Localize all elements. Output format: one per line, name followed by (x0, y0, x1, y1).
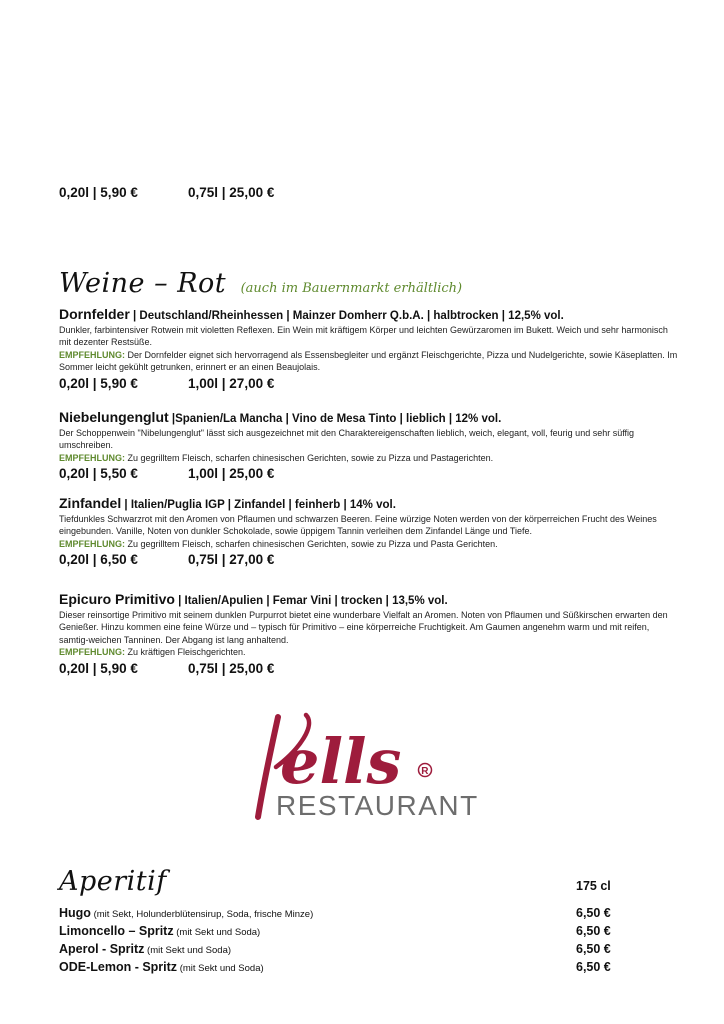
wine-description: Dunkler, farbintensiver Rotwein mit violetten Reflexen. Ein Wein mit kräftigem Körper und leichten Gewürzaromen im Bukett. Weich und sehr harmonisch mit dezenter Restsüße. (59, 325, 668, 348)
wine-prices (59, 376, 679, 394)
recommendation-label: EMPFEHLUNG: (59, 647, 125, 658)
aperitif-name: Limoncello – Spritz (59, 924, 174, 938)
price-glass: 0,20l | 5,50 € (59, 466, 138, 482)
wine-item (59, 591, 679, 679)
price-bottle: 1,00l | 25,00 € (188, 466, 275, 482)
wine-item (59, 495, 679, 570)
section-title: Weine – Rot (59, 268, 227, 299)
wine-meta: | Italien/Apulien | Femar Vini | trocken | 13,5% vol. (174, 595, 448, 607)
aperitif-desc: (mit Sekt und Soda) (177, 963, 264, 974)
recommendation-text: Zu gegrilltem Fleisch, scharfen chinesischen Gerichten, sowie zu Pizza und Pasta Gerichten. (125, 538, 498, 549)
wine-recommendation (59, 538, 679, 550)
price-bottle: 0,75l | 25,00 € (188, 185, 275, 200)
wine-meta: | Italien/Puglia IGP | Zinfandel | feinherb | 14% vol. (121, 499, 396, 511)
wine-name: Niebelungenglut (59, 409, 169, 425)
aperitif-desc: (mit Sekt und Soda) (144, 945, 232, 956)
wine-name: Dornfelder (59, 306, 130, 322)
wine-recommendation (59, 349, 679, 374)
logo-graphic (250, 705, 480, 825)
price-bottle: 0,75l | 25,00 € (188, 660, 275, 676)
aperitif-desc: (mit Sekt und Soda) (173, 927, 261, 938)
logo-script-text: ells (280, 725, 402, 798)
aperitif-title: Aperitif (59, 866, 167, 897)
wine-description: Tiefdunkles Schwarzrot mit den Aromen von Pflaumen und schwarzen Beeren. Feine würzige Noten werden von der körperreichen Frucht des Weines eingebunden. Vanille, Noten von dunkler Schokolade, sowie üppigem Tannin verleihen dem Zinfandel Länge und Tiefe. (59, 514, 657, 537)
price-bottle: 1,00l | 27,00 € (188, 375, 275, 391)
svg-text:R: R (421, 766, 429, 777)
wine-description: Dieser reinsortige Primitivo mit seinem dunklen Purpurrot bietet eine wunderbare Vielfalt an Aromen. Noten von Pflaumen und Süßkirschen erwarten den Genießer. Hinzu kommen eine feine Würze und – typisch für Primitivo – eine körperreiche Fruchtigkeit. Am Gaumen angenehm warm und mit reifen, samtig-weichen Tanninen. Der Abgang ist lang anhaltend. (59, 610, 668, 645)
price-glass: 0,20l | 5,90 € (59, 660, 138, 676)
wine-item (59, 306, 679, 394)
aperitif-name: ODE-Lemon - Spritz (59, 960, 178, 974)
aperitif-price: 6,50 € (576, 960, 611, 974)
wine-name: Epicuro Primitivo (59, 591, 175, 607)
wine-prices (59, 552, 679, 570)
price-glass: 0,20l | 5,90 € (59, 185, 138, 200)
wine-prices (59, 466, 679, 484)
wine-header (59, 495, 679, 511)
wine-item (59, 409, 679, 484)
wine-recommendation (59, 646, 679, 658)
wine-meta: |Spanien/La Mancha | Vino de Mesa Tinto | lieblich | 12% vol. (168, 413, 502, 425)
recommendation-label: EMPFEHLUNG: (59, 452, 125, 463)
wine-header (59, 591, 679, 607)
wine-recommendation (59, 452, 679, 464)
wine-header (59, 306, 679, 322)
kells-restaurant-logo (250, 705, 480, 825)
logo-word: RESTAURANT (276, 790, 479, 821)
section-header-red-wines (59, 268, 462, 299)
price-bottle: 0,75l | 27,00 € (188, 552, 275, 568)
aperitif-item (59, 924, 619, 942)
top-price-line (0, 185, 724, 203)
aperitif-unit: 175 cl (576, 879, 611, 893)
aperitif-item (59, 942, 619, 960)
aperitif-item (59, 960, 619, 978)
aperitif-name: Aperol - Spritz (59, 942, 145, 956)
wine-name: Zinfandel (59, 495, 122, 511)
aperitif-item (59, 906, 619, 924)
recommendation-text: Zu kräftigen Fleischgerichten. (125, 647, 246, 658)
aperitif-price: 6,50 € (576, 942, 611, 956)
price-glass: 0,20l | 6,50 € (59, 552, 138, 568)
section-subtitle: (auch im Bauernmarkt erhältlich) (240, 281, 463, 296)
aperitif-name: Hugo (59, 906, 91, 920)
aperitif-price: 6,50 € (576, 924, 611, 938)
wine-meta: | Deutschland/Rheinhessen | Mainzer Domherr Q.b.A. | halbtrocken | 12,5% vol. (129, 310, 564, 322)
recommendation-text: Zu gegrilltem Fleisch, scharfen chinesischen Gerichten, sowie zu Pizza und Pastagerichten. (125, 452, 494, 463)
wine-header (59, 409, 679, 425)
recommendation-label: EMPFEHLUNG: (59, 538, 125, 549)
aperitif-desc: (mit Sekt, Holunderblütensirup, Soda, frische Minze) (90, 909, 314, 920)
wine-prices (59, 661, 679, 679)
recommendation-text: Der Dornfelder eignet sich hervorragend als Essensbegleiter und ergänzt Fleischgerichte, Pizza und Nudelgerichte, sowie Käseplatten. Im Sommer leicht gekühlt getrunken, erinnert er an einen Beaujolais. (59, 349, 678, 373)
wine-description: Der Schoppenwein "Nibelungenglut" lässt sich ausgezeichnet mit den Charaktereigenschaften lieblich, weich, elegant, voll, feurig und sehr süffig umschreiben. (59, 428, 635, 451)
price-glass: 0,20l | 5,90 € (59, 375, 138, 391)
recommendation-label: EMPFEHLUNG: (59, 349, 125, 360)
aperitif-price: 6,50 € (576, 906, 611, 920)
